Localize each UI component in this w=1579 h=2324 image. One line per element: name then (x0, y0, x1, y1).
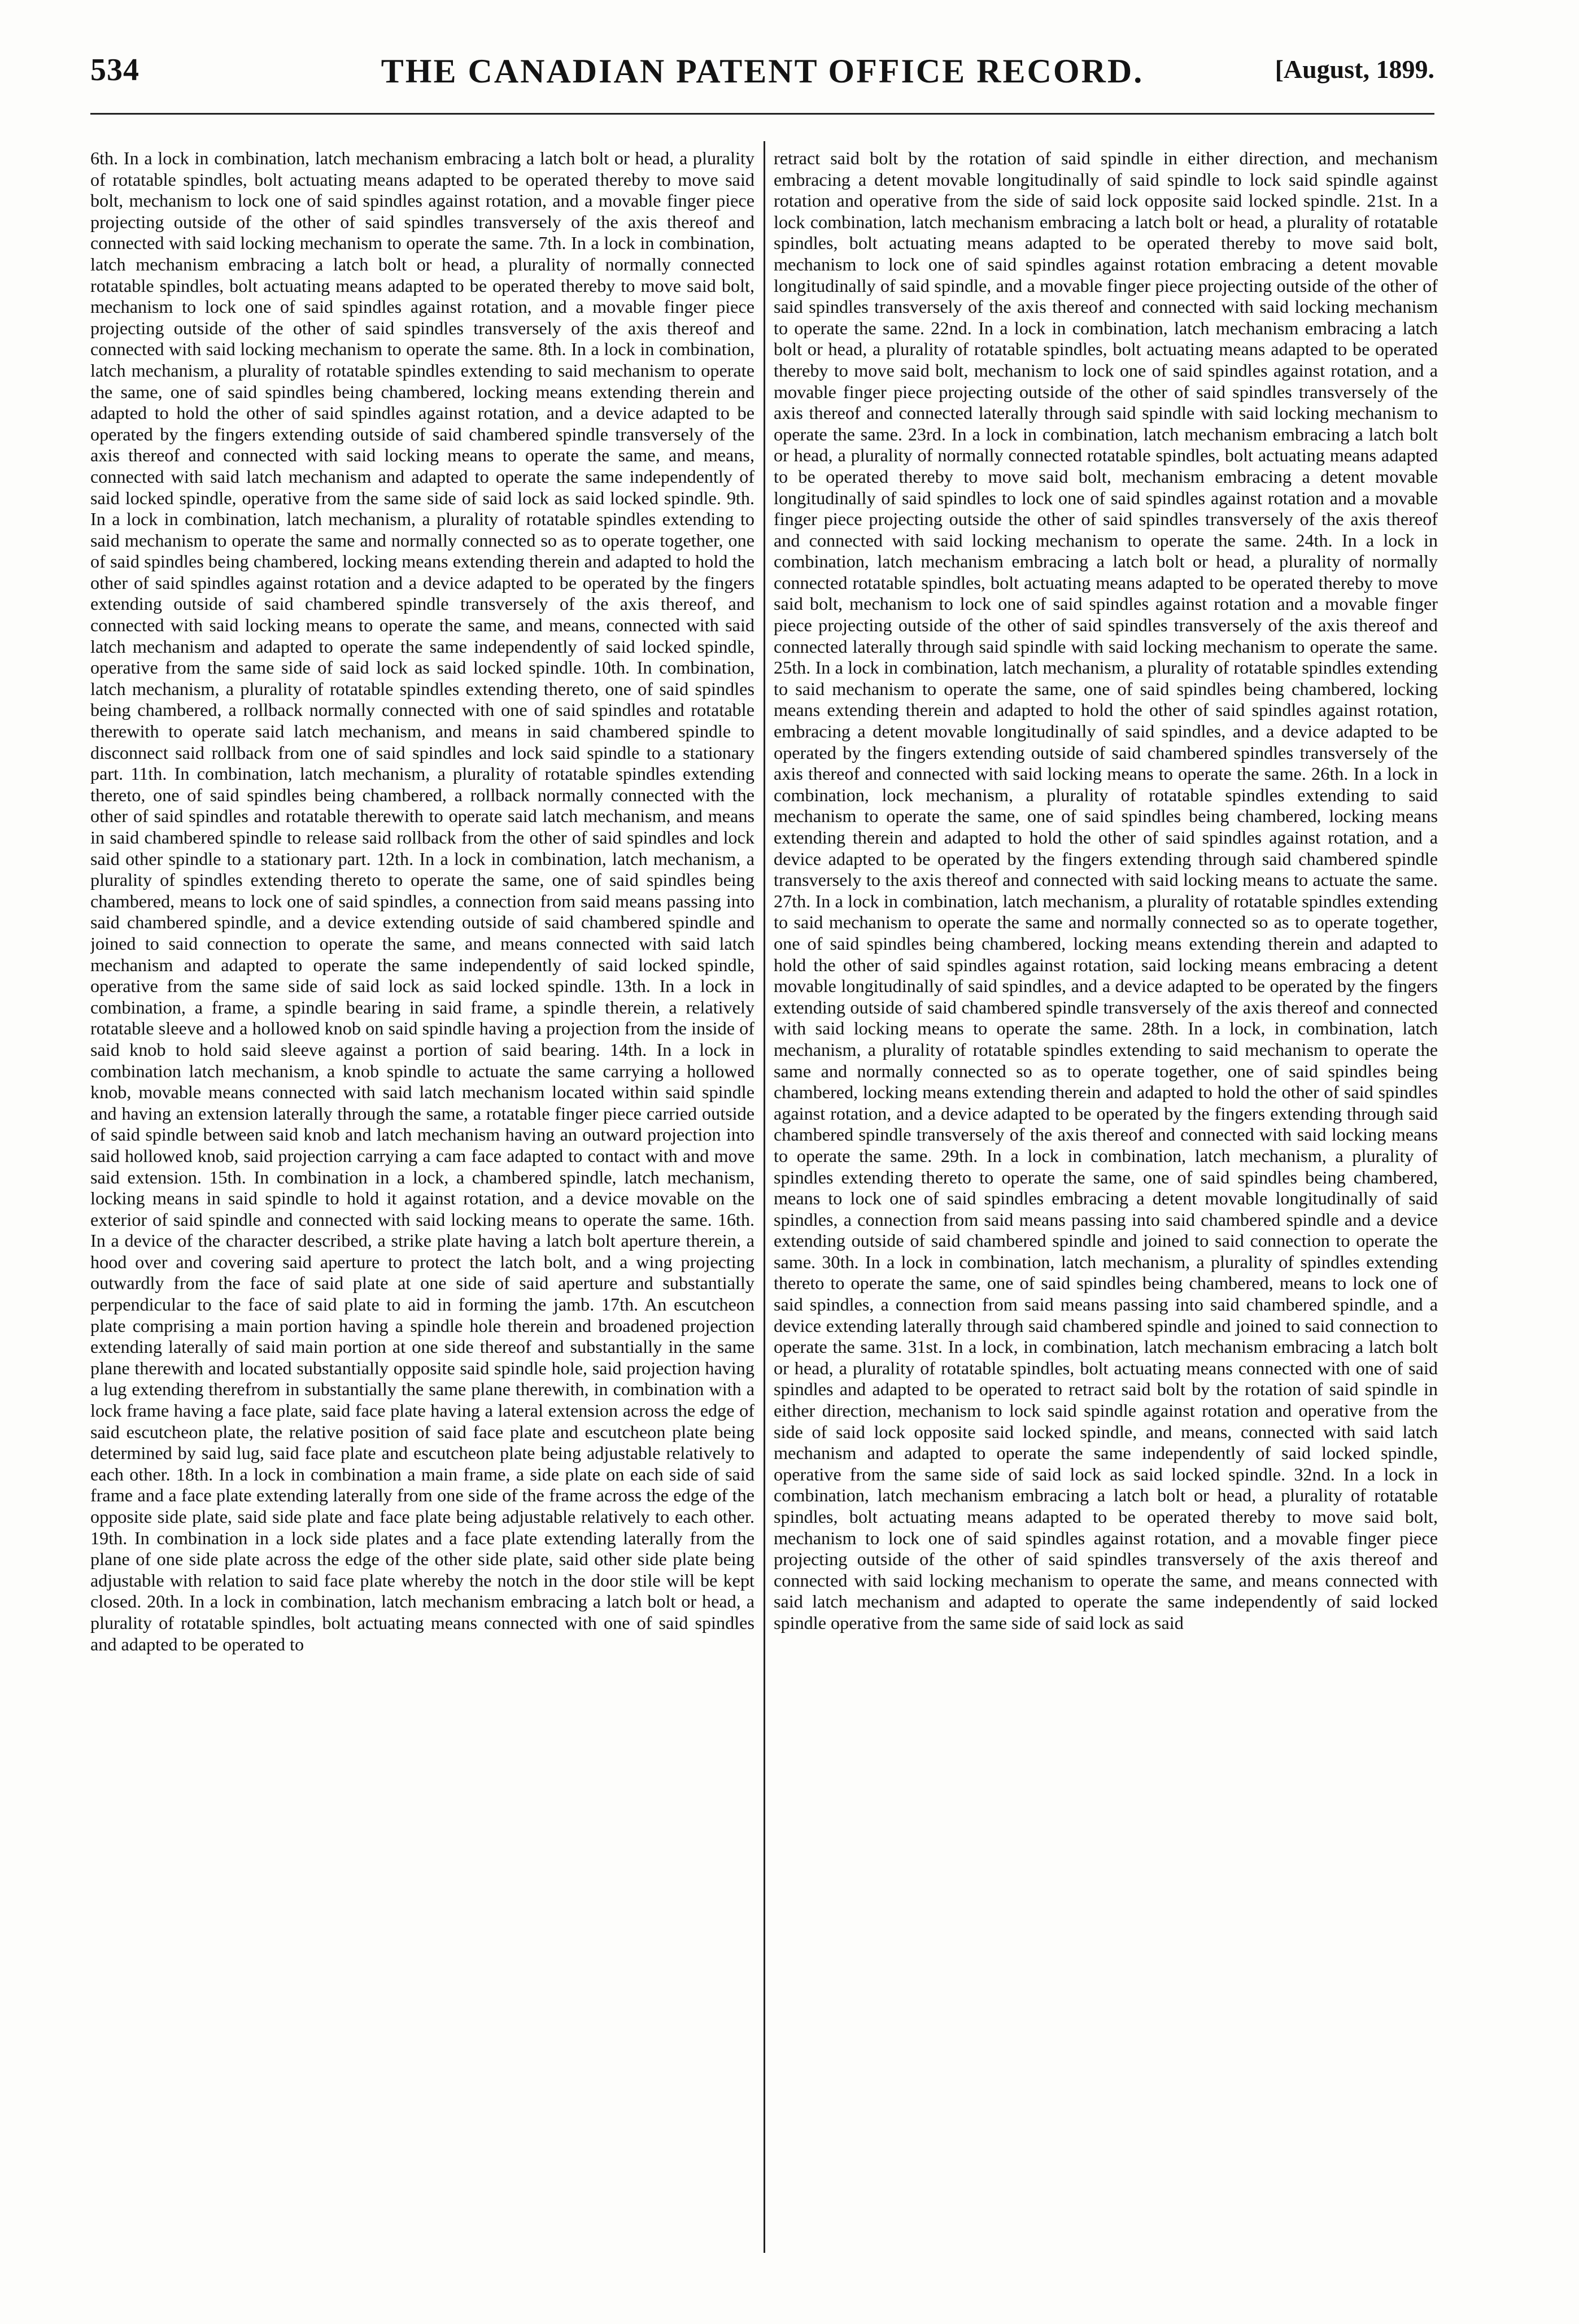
header-rule (90, 113, 1434, 115)
issue-date: [August, 1899. (1275, 55, 1434, 84)
page-header (90, 52, 1434, 97)
left-column-text: 6th. In a lock in combination, latch mechanism embracing a latch bolt or head, a plurality of rotatable spindles, bolt actuating means adapted to be operated thereby to move said bolt, mechanism to lock one of said spindles against rotation, and a movable finger piece projecting outside of the other of said spindles transversely of the axis thereof and connected with said locking mechanism to operate the same. 7th. In a lock in combination, latch mechanism embracing a latch bolt or head, a plurality of normally connected rotatable spindles, bolt actuating means adapted to be operated thereby to move said bolt, mechanism to lock one of said spindles against rotation, and a movable finger piece projecting outside of the other of said spindles transversely of the axis thereof and connected with said locking mechanism to operate the same. 8th. In a lock in combination, latch mechanism, a plurality of rotatable spindles extending to said mechanism to operate the same, one of said spindles being chambered, locking means extending therein and adapted to hold the other of said spindles against rotation, and a device adapted to be operated by the fingers extending outside of said chambered spindle transversely of the axis thereof and connected with said locking means to operate the same, and means, connected with said latch mechanism and adapted to operate the same independently of said locked spindle, operative from the same side of said lock as said locked spindle. 9th. In a lock in combination, latch mechanism, a plurality of rotatable spindles extending to said mechanism to operate the same and normally connected so as to operate together, one of said spindles being chambered, locking means extending therein and adapted to hold the other of said spindles against rotation and a device adapted to be operated by the fingers extending outside of said chambered spindle transversely of the axis thereof, and connected with said locking means to operate the same, and means, connected with said latch mechanism and adapted to operate the same independently of said locked spindle, operative from the same side of said lock as said locked spindle. 10th. In combination, latch mechanism, a plurality of rotatable spindles extending thereto, one of said spindles being chambered, a rollback normally connected with one of said spindles and rotatable therewith to operate said latch mechanism, and means in said chambered spindle to disconnect said rollback from one of said spindles and lock said spindle to a stationary part. 11th. In combination, latch mechanism, a plurality of rotatable spindles extending thereto, one of said spindles being chambered, a rollback normally connected with the other of said spindles and rotatable therewith to operate said latch mechanism, and means in said chambered spindle to release said rollback from the other of said spindles and lock said other spindle to a stationary part. 12th. In a lock in combination, latch mechanism, a plurality of spindles extending thereto to operate the same, one of said spindles being chambered, means to lock one of said spindles, a connection from said means passing into said chambered spindle, and a device extending outside of said chambered spindle and joined to said connection to operate the same, and means connected with said latch mechanism and adapted to operate the same independently of said locked spindle, operative from the same side of said lock as said locked spindle. 13th. In a lock in combination, a frame, a spindle bearing in said frame, a spindle therein, a relatively rotatable sleeve and a hollowed knob on said spindle having a projection from the inside of said knob to hold said sleeve against a portion of said bearing. 14th. In a lock in combination latch mechanism, a knob spindle to actuate the same carrying a hollowed knob, movable means connected with said latch mechanism located within said spindle and having an extension laterally through the same, a rotatable finger piece carried outside of said spindle between said knob and latch mechanism having an outward projection into said hollowed knob, said projection carrying a cam face adapted to contact with and move said extension. 15th. In combination in a lock, a chambered spindle, latch mechanism, locking means in said spindle to hold it against rotation, and a device movable on the exterior of said spindle and connected with said locking means to operate the same. 16th. In a device of the character described, a strike plate having a latch bolt aperture therein, a hood over and covering said aperture to protect the latch bolt, and a wing projecting outwardly from the face of said plate at one side of said aperture and substantially perpendicular to the face of said plate to aid in forming the jamb. 17th. An escutcheon plate comprising a main portion having a spindle hole therein and broadened projection extending laterally of said main portion at one side thereof and substantially in the same plane therewith and located substantially opposite said spindle hole, said projection having a lug extending therefrom in substantially the same plane therewith, in combination with a lock frame having a face plate, said face plate having a lateral extension across the edge of said escutcheon plate, the relative position of said face plate and escutcheon plate being determined by said lug, said face plate and escutcheon plate being adjustable relatively to each other. 18th. In a lock in combination a main frame, a side plate on each side of said frame and a face plate extending laterally from one side of the frame across the edge of the opposite side plate, said side plate and face plate being adjustable relatively to each other. 19th. In combination in a lock side plates and a face plate extending laterally from the plane of one side plate across the edge of the other side plate, said other side plate being adjustable with relation to said face plate whereby the notch in the door stile will be kept closed. 20th. In a lock in combination, latch mechanism embracing a latch bolt or head, a plurality of rotatable spindles, bolt actuating means connected with one of said spindles and adapted to be operated to (90, 148, 754, 1654)
right-column-text: retract said bolt by the rotation of said spindle in either direction, and mechanism embracing a detent movable longitudinally of said spindle to lock said spindle against rotation and operative from the side of said lock opposite said locked spindle. 21st. In a lock combination, latch mechanism embracing a latch bolt or head, a plurality of rotatable spindles, bolt actuating means adapted to be operated thereby to move said bolt, mechanism to lock one of said spindles against rotation embracing a detent movable longitudinally of said spindle, and a movable finger piece projecting outside of the other of said spindles transversely of the axis thereof and connected with said locking mechanism to operate the same. 22nd. In a lock in combination, latch mechanism embracing a latch bolt or head, a plurality of rotatable spindles, bolt actuating means adapted to be operated thereby to move said bolt, mechanism to lock one of said spindles against rotation, and a movable finger piece projecting outside of the other of said spindles transversely of the axis thereof and connected laterally through said spindle with said locking mechanism to operate the same. 23rd. In a lock in combination, latch mechanism embracing a latch bolt or head, a plurality of normally connected rotatable spindles, bolt actuating means adapted to be operated thereby to move said bolt, mechanism embracing a detent movable longitudinally of said spindles to lock one of said spindles against rotation and a movable finger piece projecting outside the other of said spindles transversely of the axis thereof and connected with said locking mechanism to operate the same. 24th. In a lock in combination, latch mechanism embracing a latch bolt or head, a plurality of normally connected rotatable spindles, bolt actuating means adapted to be operated thereby to move said bolt, mechanism to lock one of said spindles against rotation and a movable finger piece projecting outside of the other of said spindles transversely of the axis thereof and connected laterally through said spindle with said locking mechanism to operate the same. 25th. In a lock in combination, latch mechanism, a plurality of rotatable spindles extending to said mechanism to operate the same, one of said spindles being chambered, locking means extending therein and adapted to hold the other of said spindles against rotation, embracing a detent movable longitudinally of said spindles, and a device adapted to be operated by the fingers extending outside of said chambered spindles transversely of the axis thereof and connected with said locking means to operate the same. 26th. In a lock in combination, lock mechanism, a plurality of rotatable spindles extending to said mechanism to operate the same, one of said spindles being chambered, locking means extending therein and adapted to hold the other of said spindles against rotation, and a device adapted to be operated by the fingers extending through said chambered spindle transversely to the axis thereof and connected with said locking means to actuate the same. 27th. In a lock in combination, latch mechanism, a plurality of rotatable spindles extending to said mechanism to operate the same and normally connected so as to operate together, one of said spindles being chambered, locking means extending therein and adapted to hold the other of said spindles against rotation, said locking means embracing a detent movable longitudinally of said spindles, and a device adapted to be operated by the fingers extending outside of said chambered spindle transversely of the axis thereof and connected with said locking means to operate the same. 28th. In a lock, in combination, latch mechanism, a plurality of rotatable spindles extending to said mechanism to operate the same and normally connected so as to operate together, one of said spindles being chambered, locking means extending therein and adapted to hold the other of said spindles against rotation, and a device adapted to be operated by the fingers extending through said chambered spindle transversely of the axis thereof and connected with said locking means to operate the same. 29th. In a lock in combination, latch mechanism, a plurality of spindles extending thereto to operate the same, one of said spindles being chambered, means to lock one of said spindles embracing a detent movable longitudinally of said spindles, a connection from said means passing into said chambered spindle and a device extending outside of said chambered spindle and joined to said connection to operate the same. 30th. In a lock in combination, latch mechanism, a plurality of spindles extending thereto to operate the same, one of said spindles being chambered, means to lock one of said spindles, a connection from said means passing into said chambered spindle, and a device extending laterally through said chambered spindle and joined to said connection to operate the same. 31st. In a lock, in combination, latch mechanism embracing a latch bolt or head, a plurality of rotatable spindles, bolt actuating means connected with one of said spindles and adapted to be operated to retract said bolt by the rotation of said spindle in either direction, mechanism to lock said spindle against rotation and operative from the side of said lock opposite said locked spindle, and means, connected with said latch mechanism and adapted to operate the same independently of said locked spindle, operative from the same side of said lock as said locked spindle. 32nd. In a lock in combination, latch mechanism embracing a latch bolt or head, a plurality of rotatable spindles, bolt actuating means adapted to be operated thereby to move said bolt, mechanism to lock one of said spindles against rotation, and a movable finger piece projecting outside of the other of said spindles transversely of the axis thereof and connected with said locking mechanism to operate the same, and means connected with said latch mechanism and adapted to operate the same independently of said locked spindle operative from the same side of said lock as said (774, 148, 1438, 1633)
page-number: 534 (90, 53, 139, 88)
column-divider (764, 141, 765, 2253)
right-column (774, 148, 1438, 2243)
running-title: THE CANADIAN PATENT OFFICE RECORD. (381, 53, 1144, 90)
left-column (90, 148, 754, 2243)
